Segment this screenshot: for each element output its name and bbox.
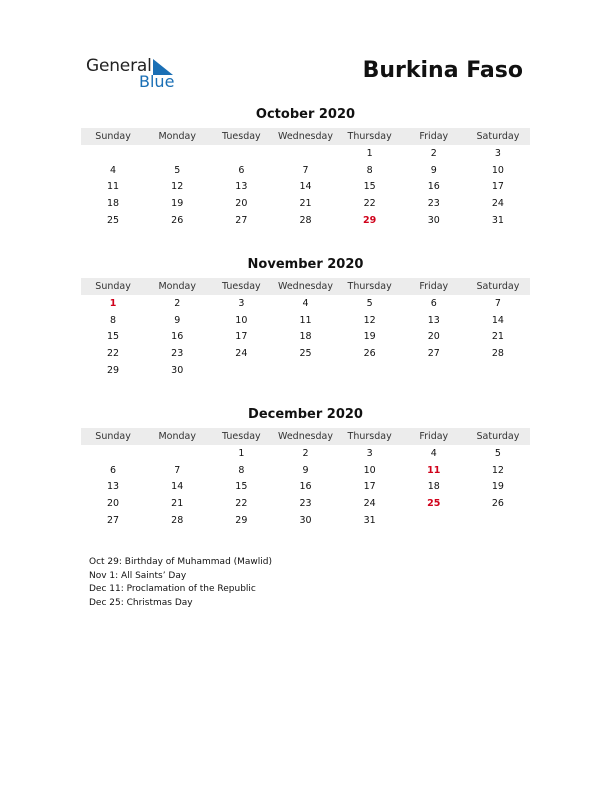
day-cell: 17 [491,181,504,193]
day-cell: 14 [299,181,312,193]
day-cell: 14 [491,314,504,326]
day-cell: 2 [430,147,437,159]
day-cell: 4 [302,297,309,309]
day-cell: 6 [238,164,245,176]
day-cell: 13 [427,314,440,326]
holiday-note: Oct 29: Birthday of Muhammad (Mawlid) [89,557,273,567]
empty-cell [209,362,273,379]
day-cell: 8 [238,464,245,476]
day-cell: 11 [107,181,120,193]
day-cell: 16 [427,181,440,193]
weekday-header: Tuesday [209,278,273,295]
day-cell: 30 [299,514,312,526]
weekday-header: Friday [402,278,466,295]
logo [86,56,186,92]
day-cell: 29 [235,514,248,526]
weekday-header: Monday [145,428,209,445]
day-cell: 29 [107,364,120,376]
day-cell: 10 [363,464,376,476]
weekday-header: Tuesday [209,128,273,145]
week-row [81,178,530,195]
holiday-notes [89,556,272,611]
week-row [81,312,530,329]
day-cell: 3 [494,147,501,159]
empty-cell [273,145,337,162]
weekday-header: Wednesday [273,428,337,445]
day-cell: 27 [427,347,440,359]
holiday-note: Dec 25: Christmas Day [89,598,193,609]
day-cell: 19 [363,331,376,343]
day-cell: 6 [430,297,437,309]
weekday-header: Thursday [338,428,402,445]
week-row [81,512,530,529]
holiday-note: Nov 1: All Saints’ Day [89,570,187,581]
week-row [81,162,530,179]
day-cell: 18 [427,481,440,493]
week-row [81,495,530,512]
day-cell: 2 [302,447,309,459]
day-cell: 26 [363,347,376,359]
weekday-header: Wednesday [273,278,337,295]
empty-cell [145,145,209,162]
day-cell: 5 [174,164,181,176]
day-cell: 10 [491,164,504,176]
logo-text-blue: Blue [139,72,175,91]
weekday-header: Friday [402,128,466,145]
day-cell: 1 [366,147,373,159]
day-cell: 4 [430,447,437,459]
empty-cell [402,362,466,379]
weekday-header: Thursday [338,278,402,295]
week-row [81,145,530,162]
calendar-table [81,278,530,378]
day-cell: 26 [171,214,184,226]
month-title: November 2020 [247,257,364,272]
day-cell: 11 [427,464,441,476]
month-december [81,406,530,528]
day-cell: 15 [107,331,120,343]
day-cell: 13 [235,181,248,193]
day-cell: 23 [427,197,440,209]
day-cell: 7 [174,464,181,476]
week-row [81,212,530,229]
day-cell: 30 [171,364,184,376]
weekday-header: Wednesday [273,128,337,145]
day-cell: 19 [491,481,504,493]
day-cell: 5 [366,297,373,309]
day-cell: 20 [427,331,440,343]
empty-cell [338,362,402,379]
day-cell: 8 [366,164,373,176]
day-cell: 1 [238,447,245,459]
weekday-header: Sunday [81,428,145,445]
day-cell: 16 [299,481,312,493]
day-cell: 30 [427,214,440,226]
weekday-header: Sunday [81,128,145,145]
week-row [81,462,530,479]
month-title: December 2020 [248,407,363,422]
day-cell: 15 [363,181,376,193]
weekday-header: Friday [402,428,466,445]
day-cell: 31 [363,514,376,526]
day-cell: 9 [302,464,309,476]
empty-cell [402,512,466,529]
day-cell: 12 [363,314,376,326]
day-cell: 1 [109,297,117,309]
empty-cell [81,445,145,462]
day-cell: 25 [299,347,312,359]
day-cell: 22 [107,347,120,359]
month-title: October 2020 [255,107,356,122]
week-row [81,295,530,312]
week-row [81,478,530,495]
day-cell: 22 [235,497,248,509]
day-cell: 20 [235,197,248,209]
day-cell: 21 [171,497,184,509]
empty-cell [145,445,209,462]
day-cell: 9 [430,164,437,176]
day-cell: 8 [110,314,117,326]
month-november [81,256,530,378]
day-cell: 25 [107,214,120,226]
empty-cell [209,145,273,162]
day-cell: 11 [299,314,312,326]
logo-text-general: General [86,56,152,76]
day-cell: 10 [235,314,248,326]
day-cell: 21 [299,197,312,209]
weekday-header: Monday [145,278,209,295]
weekday-header: Thursday [338,128,402,145]
day-cell: 28 [171,514,184,526]
day-cell: 13 [107,481,120,493]
calendar-table [81,428,530,528]
day-cell: 14 [171,481,184,493]
day-cell: 31 [491,214,504,226]
day-cell: 12 [491,464,504,476]
day-cell: 23 [299,497,312,509]
empty-cell [466,512,530,529]
day-cell: 19 [171,197,184,209]
empty-cell [81,145,145,162]
day-cell: 16 [171,331,184,343]
day-cell: 28 [299,214,312,226]
day-cell: 22 [363,197,376,209]
day-cell: 15 [235,481,248,493]
day-cell: 9 [174,314,181,326]
day-cell: 18 [107,197,120,209]
day-cell: 17 [363,481,376,493]
day-cell: 3 [366,447,373,459]
empty-cell [466,362,530,379]
weekday-header: Sunday [81,278,145,295]
day-cell: 5 [494,447,501,459]
day-cell: 27 [107,514,120,526]
day-cell: 6 [110,464,117,476]
day-cell: 24 [491,197,504,209]
day-cell: 7 [494,297,501,309]
week-row [81,362,530,379]
day-cell: 12 [171,181,184,193]
weekday-header: Saturday [466,128,530,145]
weekday-header: Saturday [466,278,530,295]
day-cell: 23 [171,347,184,359]
weekday-header: Tuesday [209,428,273,445]
day-cell: 27 [235,214,248,226]
day-cell: 24 [235,347,248,359]
day-cell: 28 [491,347,504,359]
weekday-header: Saturday [466,428,530,445]
day-cell: 24 [363,497,376,509]
day-cell: 25 [427,497,441,509]
day-cell: 4 [110,164,117,176]
month-october [81,106,530,228]
calendar-table [81,128,530,228]
weekday-header: Monday [145,128,209,145]
week-row [81,328,530,345]
day-cell: 21 [491,331,504,343]
country-title: Burkina Faso [362,58,523,83]
day-cell: 18 [299,331,312,343]
day-cell: 29 [363,214,377,226]
day-cell: 26 [491,497,504,509]
day-cell: 20 [107,497,120,509]
week-row [81,445,530,462]
day-cell: 2 [174,297,181,309]
holiday-note: Dec 11: Proclamation of the Republic [89,584,256,595]
week-row [81,195,530,212]
day-cell: 7 [302,164,309,176]
day-cell: 3 [238,297,245,309]
empty-cell [273,362,337,379]
week-row [81,345,530,362]
day-cell: 17 [235,331,248,343]
